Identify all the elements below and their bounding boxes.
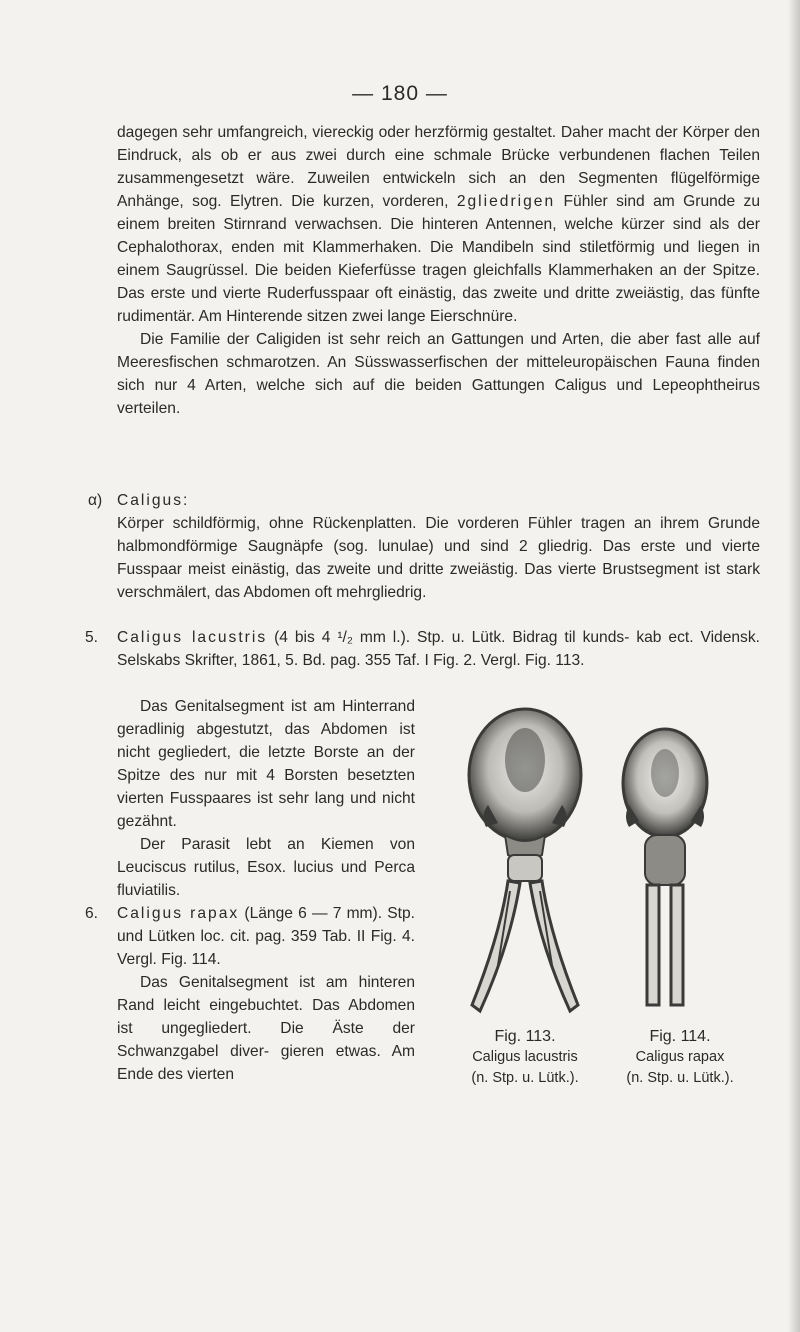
species-5-header: Caligus lacustris (4 bis 4 ¹/₂ mm l.). Stp. u. Lütk. Bidrag til kunds- kab ect. Vidensk. Selskabs Skrifter, 1861, 5. Bd. pag. 355 Taf. I Fig. 2. Vergl. Fig. 113. <box>117 629 760 669</box>
caligus-rapax-figure <box>615 725 715 1025</box>
intro-section <box>117 121 760 420</box>
genus-description: Körper schildförmig, ohne Rückenplatten. Die vorderen Fühler tragen an ihrem Grunde halbmondförmige Saugnäpfe (sog. lunulae) und sind 2 gliedrig. Das erste und vierte Fusspaar meist einästig, das zweite und dritte zweiästig. Das vierte Brustsegment ist stark verschmälert, das Abdomen oft mehrgliedrig. <box>117 515 760 601</box>
figure-113-caption <box>440 1026 610 1089</box>
species-5-description-2: Der Parasit lebt an Kiemen von Leuciscus rutilus, Esox. lucius und Perca fluviatilis. <box>117 836 415 899</box>
intro-paragraph-2: Die Familie der Caligiden ist sehr reich an Gattungen und Arten, die aber fast alle auf Meeresfischen schmarotzen. An Süsswasserfischen der mitteleuropäischen Fauna finden sich nur 4 Arten, welche sich auf die beiden Gattungen Caligus und Lepeophtheirus verteilen. <box>117 331 760 417</box>
species-6-header: Caligus rapax (Länge 6 — 7 mm). Stp. und Lütken loc. cit. pag. 359 Tab. II Fig. 4. Vergl. Fig. 114. <box>117 905 415 968</box>
genus-name: Caligus: <box>117 492 190 509</box>
species-6-number: 6. <box>85 905 99 922</box>
spaced-term: 2gliedrigen <box>456 193 556 210</box>
figure-114-number: Fig. 114. <box>649 1028 711 1045</box>
figure-114-caption <box>600 1026 760 1089</box>
species-5-name: Caligus lacustris <box>117 629 268 646</box>
species-5-number: 5. <box>85 629 99 646</box>
figure-114-species: Caligus rapax <box>635 1049 725 1065</box>
figure-113-species: Caligus lacustris <box>472 1049 578 1065</box>
species-6-description: Das Genitalsegment ist am hinteren Rand leicht eingebuchtet. Das Abdomen ist ungegliedert. Die Äste der Schwanzgabel diver- gieren etwas. Am Ende des vierten <box>117 974 415 1083</box>
species-5-description-1: Das Genitalsegment ist am Hinterrand geradlinig abgestutzt, das Abdomen ist nicht gegliedert, die letzte Borste an der Spitze des nur mit 4 Borsten besetzten vierten Fusspaares ist sehr lang und nicht gezähnt. <box>117 698 415 830</box>
figure-114-credit: (n. Stp. u. Lütk.). <box>626 1070 734 1086</box>
page-number: — 180 — <box>352 82 448 105</box>
genus-marker: α) <box>88 492 103 509</box>
page-edge-shadow <box>788 0 800 1332</box>
species-6-name: Caligus rapax <box>117 905 240 922</box>
figure-113-number: Fig. 113. <box>494 1028 556 1045</box>
figure-113-credit: (n. Stp. u. Lütk.). <box>471 1070 579 1086</box>
intro-paragraph-1: dagegen sehr umfangreich, viereckig oder herzförmig gestaltet. Daher macht der Körper den Eindruck, als ob er aus zwei durch eine schmale Brücke verbundenen flachen Teilen zusammengesetzt wäre. Zuweilen entwickeln sich an den Segmenten flügelförmige Anhänge, sog. Elytren. Die kurzen, vorderen, 2gliedrigen Fühler sind am Grunde zu einem breiten Stirnrand verwachsen. Die hinteren Antennen, welche kürzer sind als der Cephalothorax, enden mit Klammerhaken. Die Mandibeln sind stiletförmig und liegen in einem Saugrüssel. Die beiden Kieferfüsse tragen gleichfalls Klammerhaken an der Spitze. Das erste und vierte Ruderfusspaar oft einästig, das zweite und dritte zweiästig, das fünfte rudimentär. Am Hinterende sitzen zwei lange Eierschnüre. <box>117 124 760 325</box>
caligus-lacustris-figure <box>450 705 600 1025</box>
